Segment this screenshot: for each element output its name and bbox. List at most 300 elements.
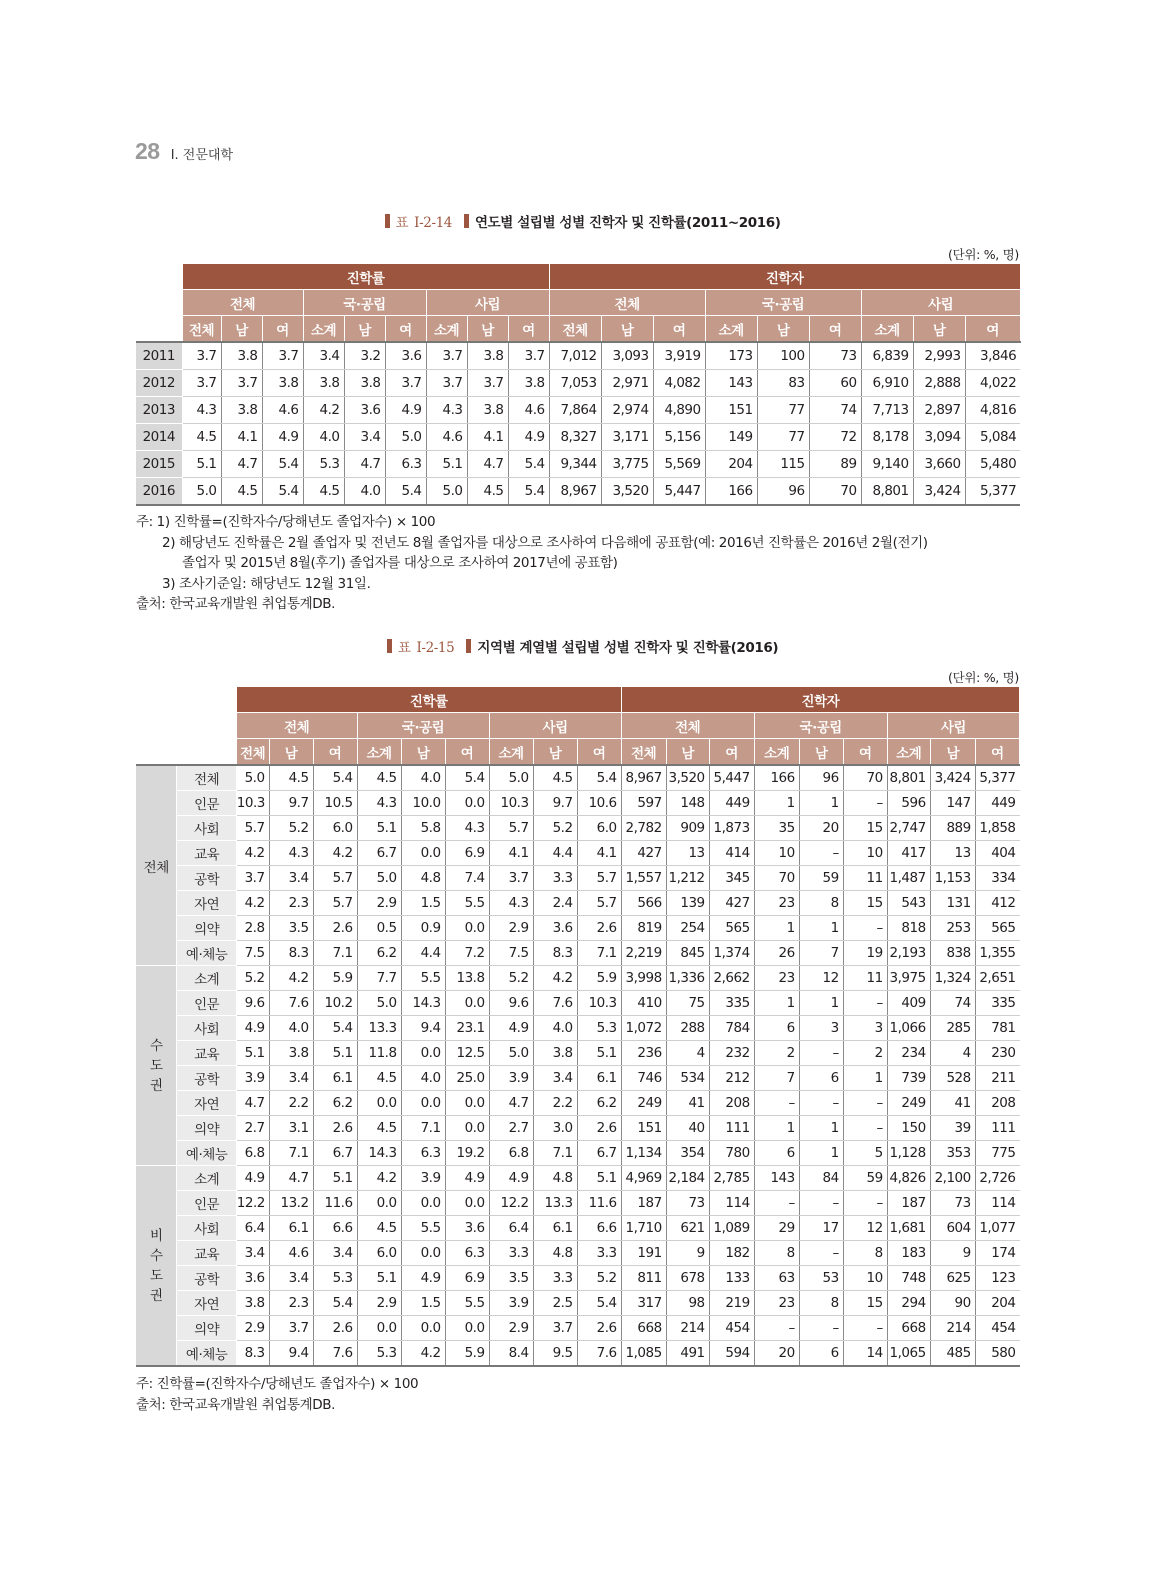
data-cell: 668 bbox=[621, 1316, 666, 1341]
data-cell: 5.0 bbox=[489, 1041, 533, 1066]
data-cell: 5.4 bbox=[313, 765, 357, 791]
data-cell: 219 bbox=[709, 1291, 754, 1316]
data-cell: 5.0 bbox=[357, 991, 401, 1016]
data-cell: 4.6 bbox=[426, 424, 467, 451]
header-column-cell: 여 bbox=[445, 739, 489, 766]
data-cell: 5.5 bbox=[445, 1291, 489, 1316]
data-cell: 3.1 bbox=[269, 1116, 313, 1141]
data-cell: 0.0 bbox=[401, 1041, 445, 1066]
data-cell: 4,890 bbox=[653, 397, 705, 424]
header-subgroup-cell: 국·공립 bbox=[357, 713, 489, 739]
header-column-cell: 남 bbox=[344, 316, 385, 343]
data-cell: 72 bbox=[809, 424, 861, 451]
data-cell: 63 bbox=[754, 1266, 799, 1291]
data-cell: 10.3 bbox=[236, 791, 269, 816]
data-cell: 3.4 bbox=[269, 1066, 313, 1091]
data-cell: 5.7 bbox=[489, 816, 533, 841]
header-blank-cell bbox=[136, 713, 236, 739]
data-cell: 6 bbox=[799, 1341, 843, 1367]
data-cell: – bbox=[843, 791, 887, 816]
data-cell: 2.7 bbox=[489, 1116, 533, 1141]
data-cell: 0.0 bbox=[401, 1191, 445, 1216]
header-column-cell: 여 bbox=[653, 316, 705, 343]
data-cell: 8 bbox=[754, 1241, 799, 1266]
row-year: 2014 bbox=[136, 424, 182, 451]
header-group-cell: 진학자 bbox=[621, 687, 1019, 713]
data-cell: 100 bbox=[757, 342, 809, 370]
data-cell: 5.1 bbox=[426, 451, 467, 478]
data-cell: 7.6 bbox=[577, 1341, 621, 1367]
data-cell: 4.5 bbox=[182, 424, 221, 451]
data-cell: 3.6 bbox=[533, 916, 577, 941]
data-cell: 2.3 bbox=[269, 891, 313, 916]
data-cell: 5.4 bbox=[262, 451, 303, 478]
data-cell: 6.3 bbox=[385, 451, 426, 478]
data-cell: 5.4 bbox=[577, 1291, 621, 1316]
note-line: 출처: 한국교육개발원 취업통계DB. bbox=[136, 1396, 336, 1413]
data-cell: 889 bbox=[930, 816, 975, 841]
row-year: 2015 bbox=[136, 451, 182, 478]
data-cell: 3.3 bbox=[489, 1241, 533, 1266]
data-cell: 211 bbox=[975, 1066, 1019, 1091]
data-cell: 40 bbox=[666, 1116, 709, 1141]
table1-notes bbox=[136, 512, 928, 615]
data-cell: 3.4 bbox=[303, 342, 344, 370]
data-cell: 4.3 bbox=[357, 791, 401, 816]
data-cell: 5.8 bbox=[401, 816, 445, 841]
data-cell: 294 bbox=[887, 1291, 930, 1316]
data-cell: – bbox=[843, 1316, 887, 1341]
page-header bbox=[135, 138, 233, 168]
header-subgroup-cell: 전체 bbox=[549, 290, 705, 316]
data-cell: 3.7 bbox=[269, 1316, 313, 1341]
data-cell: 10 bbox=[754, 841, 799, 866]
table-row bbox=[136, 791, 1020, 816]
data-cell: 174 bbox=[975, 1241, 1019, 1266]
header-column-cell: 여 bbox=[975, 739, 1019, 766]
data-cell: 187 bbox=[621, 1191, 666, 1216]
table1-number: Ⅰ-2-14 bbox=[414, 215, 452, 231]
data-cell: 0.0 bbox=[357, 1091, 401, 1116]
data-cell: 0.0 bbox=[357, 1316, 401, 1341]
data-cell: 4.9 bbox=[236, 1016, 269, 1041]
data-cell: 6.6 bbox=[577, 1216, 621, 1241]
data-cell: 2.2 bbox=[269, 1091, 313, 1116]
row-year: 2012 bbox=[136, 370, 182, 397]
data-cell: 6.6 bbox=[313, 1216, 357, 1241]
data-cell: 166 bbox=[705, 478, 757, 506]
header-column-cell: 남 bbox=[666, 739, 709, 766]
data-cell: 427 bbox=[709, 891, 754, 916]
table-row bbox=[136, 1066, 1020, 1091]
data-cell: 2.6 bbox=[577, 916, 621, 941]
header-column-cell: 소계 bbox=[861, 316, 913, 343]
data-cell: 3.2 bbox=[344, 342, 385, 370]
data-cell: 6.9 bbox=[445, 841, 489, 866]
data-cell: 1,374 bbox=[709, 941, 754, 966]
data-cell: 4.7 bbox=[344, 451, 385, 478]
data-cell: 3.8 bbox=[533, 1041, 577, 1066]
data-cell: 4.2 bbox=[357, 1166, 401, 1191]
data-cell: 4.4 bbox=[401, 941, 445, 966]
data-cell: 2.6 bbox=[313, 916, 357, 941]
field-label: 자연 bbox=[177, 1291, 236, 1316]
field-label: 자연 bbox=[177, 891, 236, 916]
header-column-cell: 남 bbox=[533, 739, 577, 766]
data-cell: 4.1 bbox=[467, 424, 508, 451]
data-cell: 3.7 bbox=[182, 342, 221, 370]
table1 bbox=[136, 263, 1021, 506]
data-cell: 5,377 bbox=[975, 765, 1019, 791]
data-cell: 9.4 bbox=[269, 1341, 313, 1367]
data-cell: 4,022 bbox=[965, 370, 1020, 397]
data-cell: 2 bbox=[843, 1041, 887, 1066]
data-cell: 12 bbox=[843, 1216, 887, 1241]
data-cell: 14.3 bbox=[401, 991, 445, 1016]
data-cell: 3,094 bbox=[913, 424, 965, 451]
data-cell: 5.3 bbox=[577, 1016, 621, 1041]
data-cell: 10.5 bbox=[313, 791, 357, 816]
data-cell: 73 bbox=[930, 1191, 975, 1216]
data-cell: 3.4 bbox=[269, 866, 313, 891]
data-cell: 4.5 bbox=[533, 765, 577, 791]
table2-unit: (단위: %, 명) bbox=[948, 670, 1019, 685]
table2 bbox=[136, 686, 1020, 1367]
header-column-cell: 소계 bbox=[705, 316, 757, 343]
header-subgroup-cell: 사립 bbox=[426, 290, 549, 316]
region-group-cell bbox=[136, 1166, 177, 1367]
data-cell: 14 bbox=[843, 1341, 887, 1367]
data-cell: 2.7 bbox=[236, 1116, 269, 1141]
data-cell: 3.3 bbox=[577, 1241, 621, 1266]
data-cell: 6.3 bbox=[401, 1141, 445, 1166]
data-cell: 7.5 bbox=[236, 941, 269, 966]
data-cell: 288 bbox=[666, 1016, 709, 1041]
data-cell: 2,974 bbox=[601, 397, 653, 424]
data-cell: 214 bbox=[930, 1316, 975, 1341]
data-cell: 191 bbox=[621, 1241, 666, 1266]
data-cell: 4.3 bbox=[445, 816, 489, 841]
data-cell: 597 bbox=[621, 791, 666, 816]
data-cell: 5,569 bbox=[653, 451, 705, 478]
data-cell: 139 bbox=[666, 891, 709, 916]
data-cell: 23 bbox=[754, 1291, 799, 1316]
row-year: 2011 bbox=[136, 342, 182, 370]
data-cell: 5.0 bbox=[385, 424, 426, 451]
table-row bbox=[136, 1266, 1020, 1291]
data-cell: 13.3 bbox=[533, 1191, 577, 1216]
data-cell: 182 bbox=[709, 1241, 754, 1266]
data-cell: 13 bbox=[930, 841, 975, 866]
data-cell: 9.6 bbox=[236, 991, 269, 1016]
data-cell: 5.7 bbox=[236, 816, 269, 841]
header-group-cell: 진학률 bbox=[236, 687, 621, 713]
data-cell: 4.0 bbox=[269, 1016, 313, 1041]
data-cell: 114 bbox=[975, 1191, 1019, 1216]
data-cell: 11 bbox=[843, 966, 887, 991]
table-row bbox=[136, 966, 1020, 991]
data-cell: 73 bbox=[809, 342, 861, 370]
data-cell: 3,520 bbox=[666, 765, 709, 791]
data-cell: 75 bbox=[666, 991, 709, 1016]
header-column-cell: 남 bbox=[269, 739, 313, 766]
data-cell: 5.1 bbox=[236, 1041, 269, 1066]
data-cell: 2.9 bbox=[357, 891, 401, 916]
data-cell: 3.4 bbox=[313, 1241, 357, 1266]
data-cell: 5.5 bbox=[401, 966, 445, 991]
data-cell: 7.2 bbox=[445, 941, 489, 966]
data-cell: 4.2 bbox=[313, 841, 357, 866]
data-cell: 3.9 bbox=[236, 1066, 269, 1091]
data-cell: 6.1 bbox=[313, 1066, 357, 1091]
data-cell: 4.5 bbox=[467, 478, 508, 506]
data-cell: 4.0 bbox=[401, 765, 445, 791]
header-column-cell: 남 bbox=[913, 316, 965, 343]
data-cell: 604 bbox=[930, 1216, 975, 1241]
data-cell: 1,153 bbox=[930, 866, 975, 891]
header-blank-cell bbox=[136, 264, 182, 290]
data-cell: 3 bbox=[843, 1016, 887, 1041]
data-cell: 4.0 bbox=[401, 1066, 445, 1091]
data-cell: 6.1 bbox=[269, 1216, 313, 1241]
data-cell: 5,447 bbox=[709, 765, 754, 791]
table-row bbox=[136, 451, 1020, 478]
table-row bbox=[136, 1166, 1020, 1191]
field-label: 자연 bbox=[177, 1091, 236, 1116]
data-cell: 1 bbox=[754, 916, 799, 941]
data-cell: 6.4 bbox=[489, 1216, 533, 1241]
data-cell: 5,480 bbox=[965, 451, 1020, 478]
data-cell: 5.1 bbox=[357, 816, 401, 841]
data-cell: 4 bbox=[666, 1041, 709, 1066]
data-cell: 4.2 bbox=[236, 841, 269, 866]
table1-title: 연도별 설립별 성별 진학자 및 진학률(2011~2016) bbox=[474, 215, 781, 231]
data-cell: 0.0 bbox=[445, 1116, 489, 1141]
data-cell: 2,193 bbox=[887, 941, 930, 966]
data-cell: 746 bbox=[621, 1066, 666, 1091]
data-cell: 8,967 bbox=[549, 478, 601, 506]
row-year: 2016 bbox=[136, 478, 182, 506]
data-cell: 5.0 bbox=[236, 765, 269, 791]
data-cell: 5.0 bbox=[489, 765, 533, 791]
data-cell: 5.2 bbox=[577, 1266, 621, 1291]
data-cell: 0.0 bbox=[401, 841, 445, 866]
data-cell: 5.7 bbox=[313, 891, 357, 916]
data-cell: 3,093 bbox=[601, 342, 653, 370]
table-row bbox=[136, 765, 1020, 791]
data-cell: 115 bbox=[757, 451, 809, 478]
region-group-cell bbox=[136, 966, 177, 1166]
data-cell: 596 bbox=[887, 791, 930, 816]
data-cell: 6.2 bbox=[313, 1091, 357, 1116]
data-cell: 3.7 bbox=[236, 866, 269, 891]
data-cell: 3.7 bbox=[182, 370, 221, 397]
data-cell: 2,662 bbox=[709, 966, 754, 991]
data-cell: 3.4 bbox=[533, 1066, 577, 1091]
header-column-cell: 소계 bbox=[426, 316, 467, 343]
data-cell: 668 bbox=[887, 1316, 930, 1341]
data-cell: 10.3 bbox=[489, 791, 533, 816]
data-cell: 5.1 bbox=[313, 1041, 357, 1066]
field-label: 사회 bbox=[177, 816, 236, 841]
data-cell: 7.6 bbox=[269, 991, 313, 1016]
data-cell: 84 bbox=[799, 1166, 843, 1191]
data-cell: 410 bbox=[621, 991, 666, 1016]
note-line: 3) 조사기준일: 해당년도 12월 31일. bbox=[162, 575, 371, 592]
data-cell: 9.7 bbox=[533, 791, 577, 816]
table1-label: 표 bbox=[395, 215, 409, 231]
data-cell: 3.6 bbox=[344, 397, 385, 424]
field-label: 소계 bbox=[177, 1166, 236, 1191]
data-cell: 6 bbox=[754, 1016, 799, 1041]
data-cell: – bbox=[799, 1191, 843, 1216]
data-cell: 4.5 bbox=[269, 765, 313, 791]
data-cell: 7.1 bbox=[401, 1116, 445, 1141]
data-cell: – bbox=[843, 1091, 887, 1116]
data-cell: 1,336 bbox=[666, 966, 709, 991]
data-cell: 2.9 bbox=[489, 916, 533, 941]
data-cell: – bbox=[843, 916, 887, 941]
data-cell: 10.2 bbox=[313, 991, 357, 1016]
data-cell: 7,012 bbox=[549, 342, 601, 370]
header-blank-cell bbox=[136, 687, 236, 713]
data-cell: 70 bbox=[754, 866, 799, 891]
data-cell: 13.8 bbox=[445, 966, 489, 991]
data-cell: 6.8 bbox=[489, 1141, 533, 1166]
data-cell: 8,327 bbox=[549, 424, 601, 451]
table1-caption bbox=[0, 211, 1159, 231]
data-cell: 147 bbox=[930, 791, 975, 816]
data-cell: 3.8 bbox=[221, 342, 262, 370]
table-row bbox=[136, 1116, 1020, 1141]
data-cell: 4.8 bbox=[401, 866, 445, 891]
data-cell: 204 bbox=[975, 1291, 1019, 1316]
data-cell: 0.0 bbox=[445, 1091, 489, 1116]
data-cell: 3.9 bbox=[489, 1291, 533, 1316]
data-cell: 4.1 bbox=[489, 841, 533, 866]
data-cell: 7.6 bbox=[533, 991, 577, 1016]
data-cell: 2.9 bbox=[357, 1291, 401, 1316]
data-cell: 3.8 bbox=[221, 397, 262, 424]
data-cell: 6 bbox=[799, 1066, 843, 1091]
table-row bbox=[136, 478, 1020, 506]
data-cell: 1 bbox=[799, 1141, 843, 1166]
data-cell: 8,178 bbox=[861, 424, 913, 451]
header-column-cell: 전체 bbox=[236, 739, 269, 766]
data-cell: 17 bbox=[799, 1216, 843, 1241]
data-cell: 3.9 bbox=[401, 1166, 445, 1191]
data-cell: 15 bbox=[843, 891, 887, 916]
field-label: 공학 bbox=[177, 866, 236, 891]
table-row bbox=[136, 841, 1020, 866]
data-cell: 1,077 bbox=[975, 1216, 1019, 1241]
data-cell: – bbox=[799, 841, 843, 866]
data-cell: 3,775 bbox=[601, 451, 653, 478]
data-cell: 3.8 bbox=[262, 370, 303, 397]
header-subgroup-cell: 사립 bbox=[887, 713, 1019, 739]
data-cell: 5.4 bbox=[577, 765, 621, 791]
header-column-cell: 소계 bbox=[357, 739, 401, 766]
table-row bbox=[136, 1191, 1020, 1216]
data-cell: 1,487 bbox=[887, 866, 930, 891]
data-cell: 4.5 bbox=[357, 1066, 401, 1091]
data-cell: 580 bbox=[975, 1341, 1019, 1367]
data-cell: 187 bbox=[887, 1191, 930, 1216]
data-cell: 4.3 bbox=[426, 397, 467, 424]
data-cell: 4.5 bbox=[357, 1216, 401, 1241]
data-cell: 7.5 bbox=[489, 941, 533, 966]
data-cell: 183 bbox=[887, 1241, 930, 1266]
data-cell: 5,447 bbox=[653, 478, 705, 506]
data-cell: 1,324 bbox=[930, 966, 975, 991]
data-cell: 3.7 bbox=[426, 370, 467, 397]
region-name: 전체 bbox=[143, 859, 169, 876]
data-cell: 0.0 bbox=[357, 1191, 401, 1216]
data-cell: 909 bbox=[666, 816, 709, 841]
header-column-cell: 여 bbox=[508, 316, 549, 343]
data-cell: 5.0 bbox=[426, 478, 467, 506]
data-cell: 9.6 bbox=[489, 991, 533, 1016]
data-cell: 254 bbox=[666, 916, 709, 941]
data-cell: 6.7 bbox=[577, 1141, 621, 1166]
data-cell: 6.8 bbox=[236, 1141, 269, 1166]
data-cell: 3.8 bbox=[508, 370, 549, 397]
data-cell: 59 bbox=[843, 1166, 887, 1191]
table-row bbox=[136, 370, 1020, 397]
data-cell: 173 bbox=[705, 342, 757, 370]
data-cell: 427 bbox=[621, 841, 666, 866]
data-cell: 1 bbox=[799, 916, 843, 941]
region-group-cell bbox=[136, 765, 177, 966]
data-cell: 2.8 bbox=[236, 916, 269, 941]
data-cell: 3.8 bbox=[269, 1041, 313, 1066]
data-cell: 1,128 bbox=[887, 1141, 930, 1166]
data-cell: 4.3 bbox=[489, 891, 533, 916]
data-cell: 150 bbox=[887, 1116, 930, 1141]
data-cell: 2 bbox=[754, 1041, 799, 1066]
data-cell: 5.4 bbox=[385, 478, 426, 506]
data-cell: 6,910 bbox=[861, 370, 913, 397]
data-cell: 3.8 bbox=[303, 370, 344, 397]
data-cell: 8.3 bbox=[236, 1341, 269, 1367]
data-cell: 10 bbox=[843, 841, 887, 866]
field-label: 인문 bbox=[177, 791, 236, 816]
data-cell: 625 bbox=[930, 1266, 975, 1291]
data-cell: 528 bbox=[930, 1066, 975, 1091]
data-cell: 819 bbox=[621, 916, 666, 941]
data-cell: 2,184 bbox=[666, 1166, 709, 1191]
data-cell: 1,085 bbox=[621, 1341, 666, 1367]
data-cell: 10.6 bbox=[577, 791, 621, 816]
data-cell: 4.2 bbox=[269, 966, 313, 991]
data-cell: 90 bbox=[930, 1291, 975, 1316]
header-column-cell: 여 bbox=[843, 739, 887, 766]
data-cell: 5.1 bbox=[577, 1166, 621, 1191]
table-row bbox=[136, 1341, 1020, 1367]
header-column-cell: 여 bbox=[385, 316, 426, 343]
data-cell: 208 bbox=[975, 1091, 1019, 1116]
data-cell: 5.9 bbox=[313, 966, 357, 991]
caption-bar-icon bbox=[464, 214, 469, 228]
data-cell: 5.7 bbox=[577, 891, 621, 916]
data-cell: 6.0 bbox=[313, 816, 357, 841]
header-column-cell: 여 bbox=[577, 739, 621, 766]
data-cell: 249 bbox=[887, 1091, 930, 1116]
field-label: 사회 bbox=[177, 1216, 236, 1241]
data-cell: 1 bbox=[843, 1066, 887, 1091]
note-line: 주: 1) 진학률=(진학자수/당해년도 졸업자수) × 100 bbox=[136, 514, 436, 530]
header-column-cell: 전체 bbox=[182, 316, 221, 343]
